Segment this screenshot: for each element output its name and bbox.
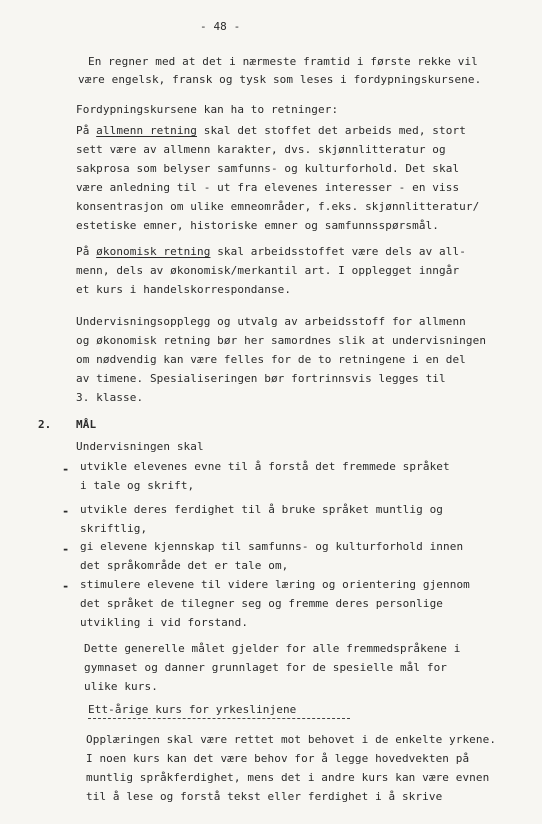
paragraph-line: gymnaset og danner grunnlaget for de spesielle mål for bbox=[84, 661, 448, 674]
page-number: - 48 - bbox=[200, 20, 241, 33]
paragraph-line: En regner med at det i nærmeste framtid i første rekke vil bbox=[88, 55, 478, 68]
paragraph-line: Fordypningskursene kan ha to retninger: bbox=[76, 103, 339, 116]
bullet-line: utvikling i vid forstand. bbox=[80, 616, 249, 629]
text-span: På bbox=[76, 245, 97, 258]
paragraph-line: om nødvendig kan være felles for de to retningene i en del bbox=[76, 353, 466, 366]
paragraph-line: muntlig språkferdighet, mens det i andre kurs kan være evnen bbox=[86, 771, 490, 784]
paragraph-line: være engelsk, fransk og tysk som leses i fordypningskursene. bbox=[78, 73, 482, 86]
text-span: skal arbeidsstoffet være dels av all- bbox=[210, 245, 466, 258]
bullet-line: i tale og skrift, bbox=[80, 479, 195, 492]
paragraph-line: til å lese og forstå tekst eller ferdighet i å skrive bbox=[86, 790, 443, 803]
paragraph-line: av timene. Spesialiseringen bør fortrinnsvis legges til bbox=[76, 372, 446, 385]
bullet-line: utvikle deres ferdighet til å bruke språket muntlig og bbox=[80, 503, 444, 516]
paragraph-line: konsentrasjon om ulike emneområder, f.eks. skjønnlitteratur/ bbox=[76, 200, 480, 213]
paragraph-line: 3. klasse. bbox=[76, 391, 144, 404]
bullet-dash: - bbox=[62, 462, 70, 476]
paragraph-line: Opplæringen skal være rettet mot behovet i de enkelte yrkene. bbox=[86, 733, 497, 746]
paragraph-line: I noen kurs kan det være behov for å legge hovedvekten på bbox=[86, 752, 470, 765]
paragraph-line: ulike kurs. bbox=[84, 680, 158, 693]
bullet-dash: - bbox=[62, 504, 70, 518]
paragraph-line: sakprosa som belyser samfunns- og kulturforhold. Det skal bbox=[76, 162, 460, 175]
paragraph-line: Dette generelle målet gjelder for alle fremmedspråkene i bbox=[84, 642, 461, 655]
bullet-line: utvikle elevenes evne til å forstå det fremmede språket bbox=[80, 460, 450, 473]
underlined-term: allmenn retning bbox=[96, 124, 198, 137]
bullet-dash: - bbox=[62, 542, 70, 556]
paragraph-line bbox=[76, 245, 466, 259]
paragraph-line: et kurs i handelskorrespondanse. bbox=[76, 283, 292, 296]
paragraph-line: estetiske emner, historiske emner og samfunnsspørsmål. bbox=[76, 219, 440, 232]
paragraph-line: være anledning til - ut fra elevenes interesser - en viss bbox=[76, 181, 460, 194]
section-title: MÅL bbox=[76, 418, 97, 431]
underlined-term: økonomisk retning bbox=[96, 245, 211, 258]
subheading: Ett-årige kurs for yrkeslinjene bbox=[88, 703, 297, 716]
paragraph-line: sett være av allmenn karakter, dvs. skjønnlitteratur og bbox=[76, 143, 446, 156]
bullet-line: skriftlig, bbox=[80, 522, 148, 535]
section-number: 2. bbox=[38, 418, 52, 431]
bullet-line: det språket de tilegner seg og fremme deres personlige bbox=[80, 597, 444, 610]
bullet-line: det språkområde det er tale om, bbox=[80, 559, 289, 572]
paragraph-line: menn, dels av økonomisk/merkantil art. I opplegget inngår bbox=[76, 264, 460, 277]
bullet-line: stimulere elevene til videre læring og orientering gjennom bbox=[80, 578, 470, 591]
bullet-line: gi elevene kjennskap til samfunns- og kulturforhold innen bbox=[80, 540, 464, 553]
paragraph-line: Undervisningsopplegg og utvalg av arbeidsstoff for allmenn bbox=[76, 315, 466, 328]
bullet-dash: - bbox=[62, 579, 70, 593]
text-span: skal det stoffet det arbeids med, stort bbox=[197, 124, 466, 137]
text-span: På bbox=[76, 124, 97, 137]
subheading-rule bbox=[88, 718, 350, 719]
section-intro: Undervisningen skal bbox=[76, 440, 204, 453]
paragraph-line bbox=[76, 124, 466, 138]
paragraph-line: og økonomisk retning bør her samordnes slik at undervisningen bbox=[76, 334, 487, 347]
